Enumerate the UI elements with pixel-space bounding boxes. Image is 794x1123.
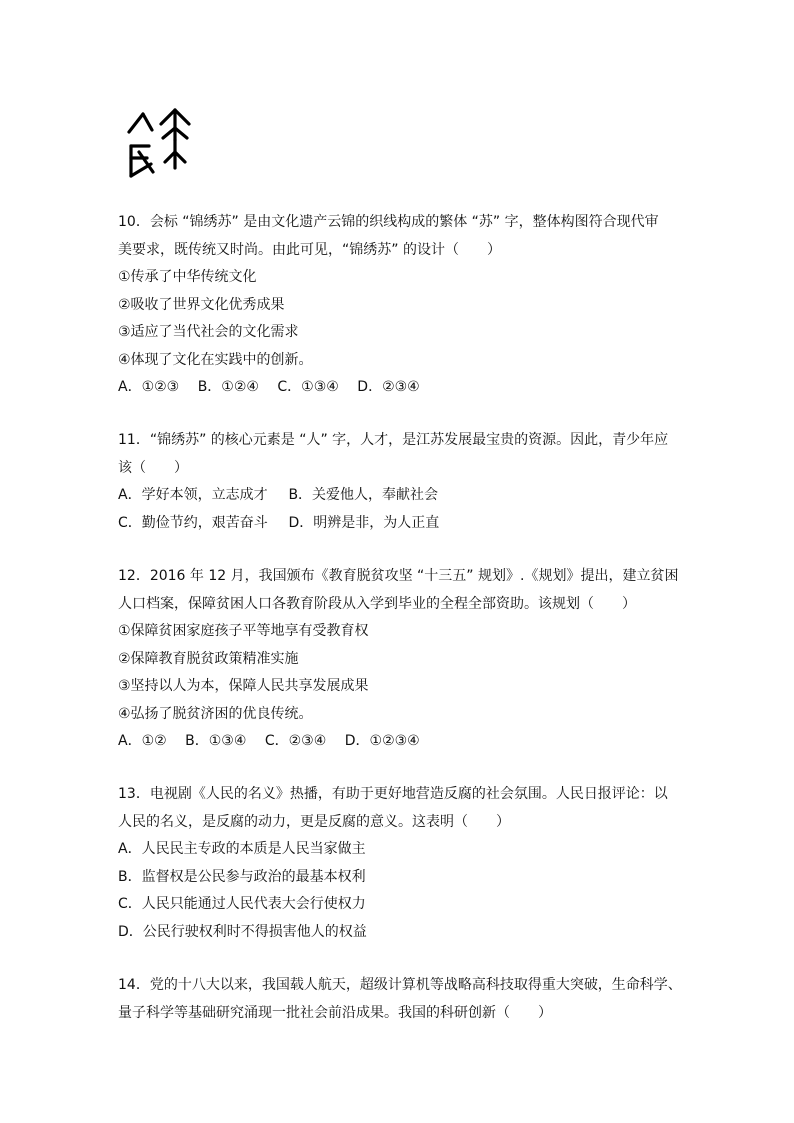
- question-13: [118, 781, 678, 946]
- option-b: B．关爱他人，奉献社会: [288, 487, 439, 503]
- question-13-option-d: D．公民行驶权利时不得损害他人的权益: [118, 923, 367, 940]
- question-14: [118, 972, 682, 1027]
- option-b: B．①②④: [197, 379, 259, 395]
- question-13-option-c: C．人民只能通过人民代表大会行使权力: [118, 896, 366, 912]
- option-b: B．①③④: [185, 733, 247, 749]
- option-a: A．①②③: [118, 379, 180, 395]
- question-10-options: [118, 374, 678, 402]
- question-11-stem-line-2: 该（ ）: [118, 459, 188, 476]
- question-10-item-4: ④体现了文化在实践中的创新。: [118, 351, 313, 368]
- option-c: C．勤俭节约，艰苦奋斗: [118, 514, 268, 531]
- question-12-stem-line-2: 人口档案，保障贫困人口各教育阶段从入学到毕业的全程全部资助。该规划（ ）: [118, 595, 636, 612]
- option-c: C．②③④: [264, 733, 327, 749]
- option-d: D．①②③④: [344, 733, 420, 749]
- question-10: [118, 209, 678, 402]
- question-12-stem-line-1: 12．2016 年 12 月，我国颁布《教育脱贫攻坚 “十三五” 规划》.《规划》提出，建立贫困: [118, 568, 679, 584]
- question-11-stem-line-1: 11．“锦绣苏” 的核心元素是 “人” 字，人才，是江苏发展最宝贵的资源。因此，青少年应: [118, 432, 669, 448]
- question-14-stem-line-2: 量子科学等基础研究涌现一批社会前沿成果。我国的科研创新（ ）: [118, 1004, 552, 1021]
- question-10-stem-line-2: 美要求，既传统又时尚。由此可见，“锦绣苏” 的设计（ ）: [118, 241, 501, 258]
- question-12-options: [118, 728, 678, 756]
- question-12: [118, 563, 678, 756]
- question-10-item-3: ③适应了当代社会的文化需求: [118, 324, 299, 340]
- question-11: [118, 427, 678, 537]
- question-12-item-1: ①保障贫困家庭孩子平等地享有受教育权: [118, 623, 369, 639]
- question-10-stem-line-1: 10．会标 “锦绣苏” 是由文化遗产云锦的织线构成的繁体 “苏” 字，整体构图符合现代审: [118, 214, 659, 230]
- question-13-stem-line-2: 人民的名义，是反腐的动力，更是反腐的意义。这表明（ ）: [118, 813, 510, 830]
- question-13-option-a: A．人民民主专政的本质是人民当家做主: [118, 841, 366, 857]
- question-12-item-3: ③坚持以人为本，保障人民共享发展成果: [118, 678, 369, 694]
- question-14-stem-line-1: 14．党的十八大以来，我国载人航天，超级计算机等战略高科技取得重大突破，生命科学、: [118, 977, 682, 993]
- option-d: D．明辨是非，为人正直: [288, 514, 440, 531]
- question-13-stem-line-1: 13．电视剧《人民的名义》热播，有助于更好地营造反腐的社会氛围。人民日报评论：以: [118, 786, 668, 802]
- option-a: A．①②: [118, 733, 167, 749]
- question-12-item-4: ④弘扬了脱贫济困的优良传统。: [118, 705, 313, 722]
- question-10-item-2: ②吸收了世界文化优秀成果: [118, 296, 285, 313]
- question-11-options-row-2: [118, 510, 678, 538]
- question-11-options-row-1: [118, 482, 678, 510]
- option-d: D．②③④: [357, 379, 420, 395]
- option-c: C．①③④: [277, 379, 339, 395]
- jinxiusu-logo-image: [123, 100, 201, 186]
- question-13-option-b: B．监督权是公民参与政治的最基本权利: [118, 868, 366, 885]
- question-10-item-1: ①传承了中华传统文化: [118, 269, 257, 285]
- option-a: A．学好本领，立志成才: [118, 487, 268, 503]
- question-12-item-2: ②保障教育脱贫政策精准实施: [118, 650, 299, 667]
